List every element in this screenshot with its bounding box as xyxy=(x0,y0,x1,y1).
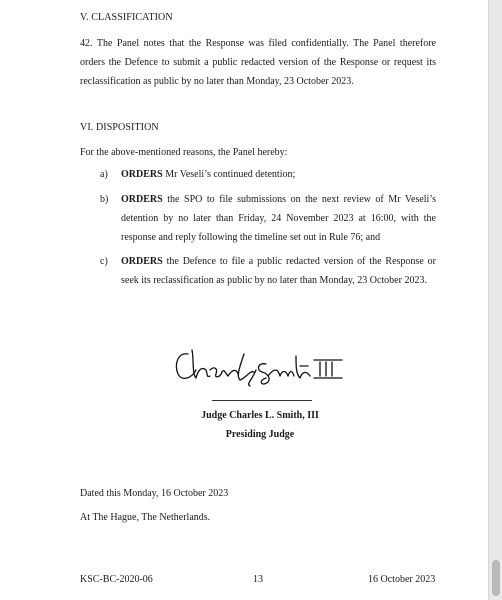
disposition-intro: For the above-mentioned reasons, the Panel hereby: xyxy=(80,147,288,158)
item-letter: b) xyxy=(100,194,109,205)
handwritten-signature xyxy=(170,340,350,390)
signature-line xyxy=(212,400,312,401)
place-line: At The Hague, The Netherlands. xyxy=(80,512,211,523)
item-text: Mr Veseli’s continued detention; xyxy=(162,169,296,180)
item-bold: ORDERS xyxy=(121,194,163,205)
order-item-b xyxy=(80,190,436,250)
vertical-scrollbar[interactable] xyxy=(488,0,502,600)
item-letter: a) xyxy=(100,169,108,180)
scrollbar-thumb[interactable] xyxy=(492,560,500,596)
item-bold: ORDERS xyxy=(121,169,163,180)
footer-case-number: KSC-BC-2020-06 xyxy=(80,574,153,585)
dated-line: Dated this Monday, 16 October 2023 xyxy=(80,488,229,499)
footer-date: 16 October 2023 xyxy=(368,574,436,585)
item-text: the SPO to file submissions on the next review of Mr Veseli’s detention by no later than Friday, 24 November 2023 at 16:00, with the response and reply following the timeline set out in Rule 76; and xyxy=(121,194,436,243)
item-text: the Defence to file a public redacted version of the Response or seek its reclassification as public by no later than Monday, 23 October 2023. xyxy=(121,256,436,286)
section-heading-classification: V. CLASSIFICATION xyxy=(80,12,173,23)
order-item-a xyxy=(80,165,436,184)
footer-page-number: 13 xyxy=(253,574,263,585)
judge-name: Judge Charles L. Smith, III xyxy=(201,410,319,421)
item-bold: ORDERS xyxy=(121,256,163,267)
order-item-c xyxy=(80,252,436,312)
paragraph-42: 42. The Panel notes that the Response was filed confidentially. The Panel therefore orders the Defence to submit a public redacted version of the Response or request its reclassification as public by no later than Monday, 23 October 2023. xyxy=(80,38,436,87)
item-letter: c) xyxy=(100,256,108,267)
section-heading-disposition: VI. DISPOSITION xyxy=(80,122,159,133)
judge-role: Presiding Judge xyxy=(225,429,295,440)
